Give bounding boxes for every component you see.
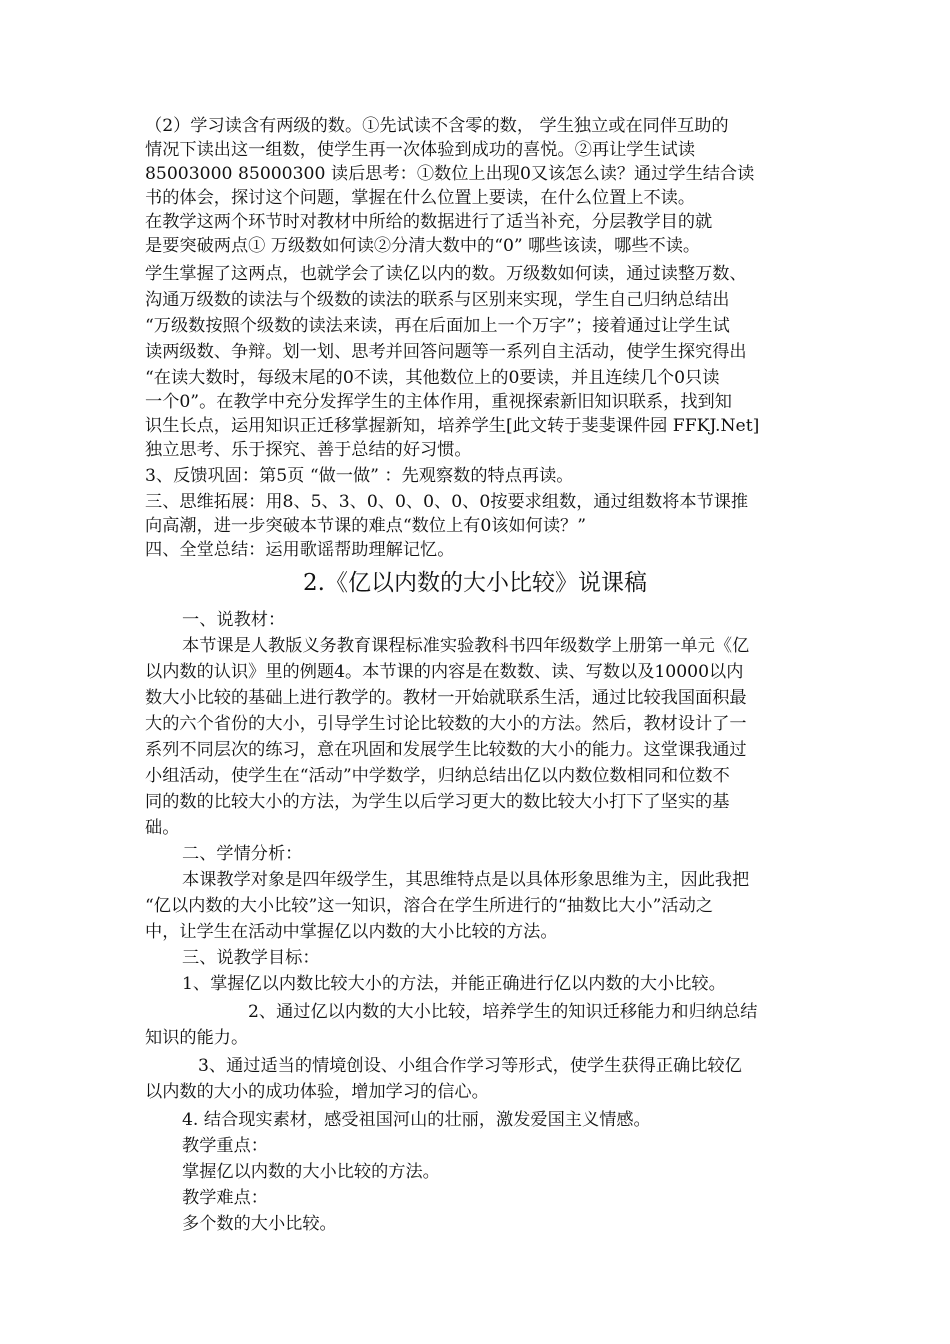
section-heading: 教学重点： [182,1136,268,1156]
text-line: 书的体会，探讨这个问题，掌握在什么位置上要读，在什么位置上不读。 [145,188,696,208]
text-line: 以内数的大小的成功体验，增加学习的信心。 [145,1082,489,1102]
text-line: 是要突破两点① 万级数如何读②分清大数中的“0” 哪些该读，哪些不读。 [145,236,701,256]
section-title: 2.《亿以内数的大小比较》说课稿 [303,570,647,596]
text-line: “在读大数时，每级末尾的0不读，其他数位上的0要读，并且连续几个0只读 [145,368,720,388]
text-line: 2、通过亿以内数的大小比较，培养学生的知识迁移能力和归纳总结 [248,1002,758,1022]
text-line: 向高潮，进一步突破本节课的难点“数位上有0该如何读？” [145,516,587,536]
text-line: 多个数的大小比较。 [182,1214,337,1234]
text-line: “亿以内数的大小比较”这一知识，溶合在学生所进行的“抽数比大小”活动之 [145,896,713,916]
text-line: 本节课是人教版义务教育课程标准实验教科书四年级数学上册第一单元《亿 [182,636,750,656]
text-line: 沟通万级数的读法与个级数的读法的联系与区别来实现，学生自己归纳总结出 [145,290,730,310]
text-line: 中，让学生在活动中掌握亿以内数的大小比较的方法。 [145,922,558,942]
section-heading: 一、说教材： [182,610,286,630]
text-line: 础。 [145,818,180,838]
text-line: 掌握亿以内数的大小比较的方法。 [182,1162,440,1182]
text-line: 知识的能力。 [145,1028,249,1048]
text-line: 情况下读出这一组数，使学生再一次体验到成功的喜悦。②再让学生试读 [145,140,696,160]
text-line: “万级数按照个级数的读法来读，再在后面加上一个万字”；接着通过让学生试 [145,316,730,336]
text-line: 学生掌握了这两点，也就学会了读亿以内的数。万级数如何读，通过读整万数、 [145,264,747,284]
text-line: 在教学这两个环节时对教材中所给的数据进行了适当补充，分层教学目的就 [145,212,713,232]
text-line: 1、掌握亿以内数比较大小的方法，并能正确进行亿以内数的大小比较。 [182,974,726,994]
text-line: 同的数的比较大小的方法，为学生以后学习更大的数比较大小打下了坚实的基 [145,792,730,812]
text-line: 3、反馈巩固：第5页 “做一做” ：先观察数的特点再读。 [145,466,574,486]
text-line: 三、思维拓展：用8、5、3、0、0、0、0、0按要求组数，通过组数将本节课推 [145,492,749,512]
section-heading: 三、说教学目标： [182,948,320,968]
text-line: （2）学习读含有两级的数。①先试读不含零的数， 学生独立或在同伴互助的 [145,116,729,136]
section-heading: 二、学情分析： [182,844,303,864]
text-line: 独立思考、乐于探究、善于总结的好习惯。 [145,440,472,460]
text-line: 识生长点，运用知识正迁移掌握新知，培养学生[此文转于斐斐课件园 FFKJ.Net] [145,416,760,436]
text-line: 大的六个省份的大小，引导学生讨论比较数的大小的方法。然后，教材设计了一 [145,714,747,734]
text-line: 系列不同层次的练习，意在巩固和发展学生比较数的大小的能力。这堂课我通过 [145,740,747,760]
text-line: 四、全堂总结：运用歌谣帮助理解记忆。 [145,540,455,560]
section-heading: 教学难点： [182,1188,268,1208]
text-line: 4. 结合现实素材，感受祖国河山的壮丽，激发爱国主义情感。 [182,1110,651,1130]
text-line: 3、通过适当的情境创设、小组合作学习等形式，使学生获得正确比较亿 [198,1056,742,1076]
text-line: 数大小比较的基础上进行教学的。教材一开始就联系生活，通过比较我国面积最 [145,688,747,708]
text-line: 小组活动，使学生在“活动”中学数学，归纳总结出亿以内数位数相同和位数不 [145,766,730,786]
text-line: 读两级数、争辩。划一划、思考并回答问题等一系列自主活动，使学生探究得出 [145,342,747,362]
text-line: 以内数的认识》里的例题4。本节课的内容是在数数、读、写数以及10000以内 [145,662,744,682]
text-line: 一个0”。在教学中充分发挥学生的主体作用，重视探索新旧知识联系，找到知 [145,392,732,412]
text-line: 85003000 85000300 读后思考：①数位上出现0又该怎么读？通过学生结合读 [145,164,755,184]
text-line: 本课教学对象是四年级学生，其思维特点是以具体形象思维为主，因此我把 [182,870,750,890]
